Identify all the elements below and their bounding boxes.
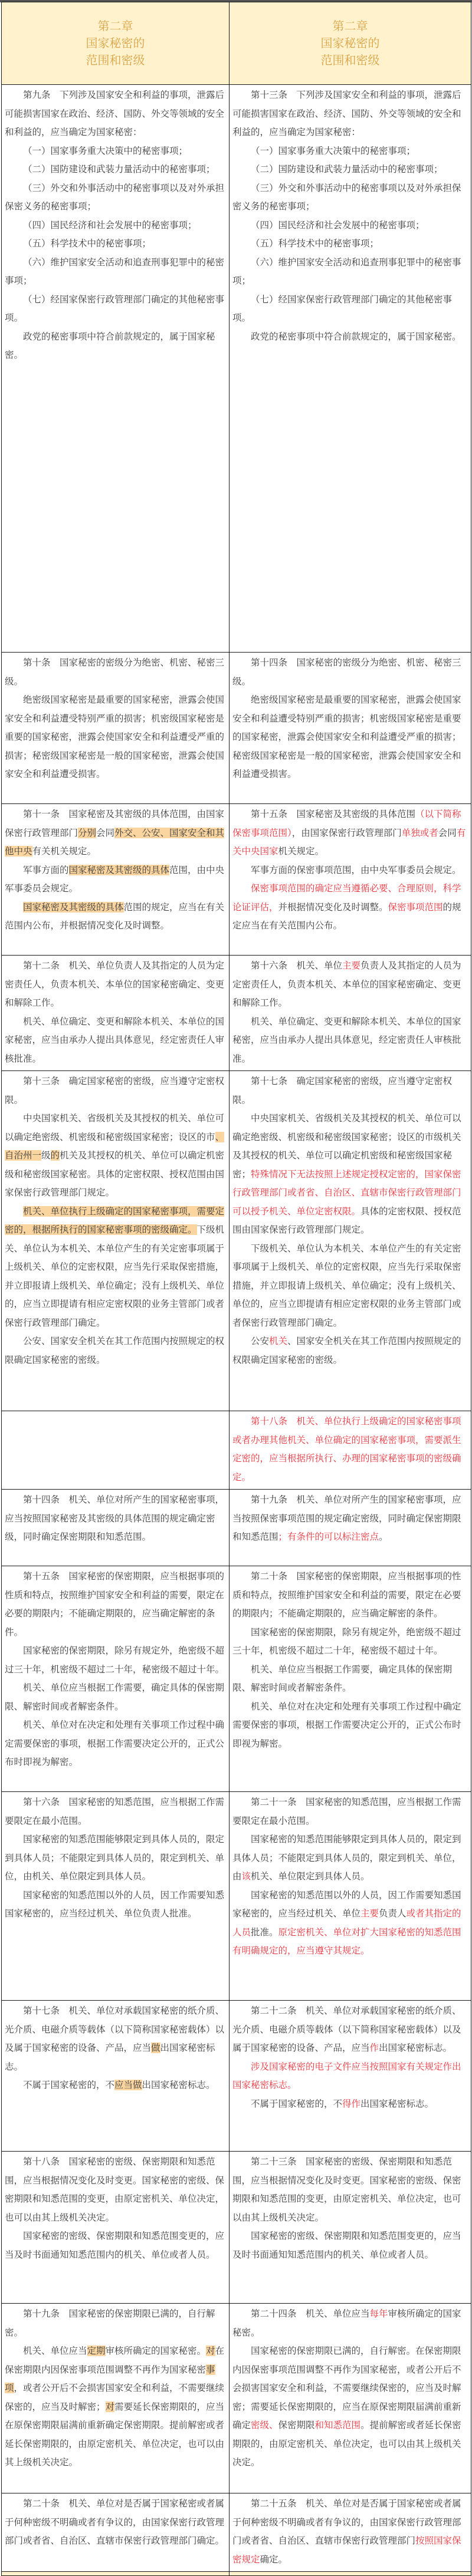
article-row [2,2493,471,2572]
new-law-cell [230,956,471,1071]
article-clause [232,2002,469,2058]
text-segment: 国家秘密的知悉范围以外的人员，因工作需要知悉国家秘密的，应当经过机关、单位 [232,1889,461,1919]
article-row [2,956,471,1071]
old-law-cell [2,1411,230,1490]
article-paragraph: （七）经国家保密行政管理部门确定的其他秘密事项。 [5,294,225,323]
new-law-cell [230,85,471,653]
added-text: 该 [241,1871,251,1882]
text-segment: 负责人及其指定的人员为定密责任人，负责本机关、本单位的国家秘密确定、变更和解除工作。 [232,960,461,1008]
added-text: 得作 [342,2098,361,2109]
deleted-text-highlight: 的 [50,1150,60,1161]
text-segment: 范围的规定，应当在有关范围内公布，并根据情况变化及时调整。 [5,901,225,931]
added-text: 第十八条 机关、单位执行上级确定的国家秘密事项或者办理其他机关、单位确定的国家秘密事项，需要派生定密的，应当根据所执行、办理的国家秘密事项的密级确定。 [232,1416,461,1483]
article-paragraph [5,1332,227,1369]
article-row [2,804,471,956]
article-paragraph [5,898,227,935]
text-segment: 第二十条 机关、单位对是否属于国家秘密或者属于何种密级不明确或者有争议的，由国家保密行政管理部门或者省、自治区、直辖市保密行政管理部门确定。 [5,2498,225,2546]
new-chapter-title-line1: 国家秘密的 [320,36,380,50]
article-paragraph: 机关、单位确定、变更和解除本机关、本单位的国家秘密，应当由承办人提出具体意见，经定密责任人审核批准。 [5,1016,225,1064]
text-segment: 第二十二条 机关、单位对承载国家秘密的纸介质、光介质、电磁介质等载体（以下简称国家秘密载体）以及属于国家秘密的设备、产品，应当 [232,2005,461,2053]
added-text: 按照国家保密规定 [232,2535,461,2565]
text-segment: 公安 [251,1336,270,1346]
text-segment: 第二十五条 机关、单位对是否属于国家秘密或者属于何种密级不明确或者有争议的，由国家保密行政管理部门或者省、自治区、直辖市保密行政管理部门 [232,2498,461,2546]
deleted-text-highlight: 对 [206,2346,215,2356]
new-law-cell [230,1566,471,1792]
old-law-cell [2,1490,230,1566]
text-segment: 负责人 [379,1908,407,1919]
text-segment: 、国家安全机关在其工作范围内按照规定的权限确定国家秘密的密级。 [232,1336,461,1365]
text-segment: 出国家秘密标志。 [142,2080,215,2090]
article-row [2,1411,471,1490]
text-segment: 第十四条 机关、单位对所产生的国家秘密事项，应当按照国家秘密及其密级的具体范围的规定确定密级，同时确定保密期限和知悉范围。 [5,1494,225,1542]
text-segment: 确定。 [260,2554,288,2565]
old-law-cell [2,2304,230,2493]
law-comparison-table [1,2,471,2576]
text-segment: 国家秘密的保密期限已满的，自行解密。在保密期限内因保密事项范围调整不再作为国家秘密，或者公开后不会损害国家安全和利益，不需要继续保密的，应当及时解密；需要延长保密期限的，应当在原保密期限届满前重新确定 [232,2346,461,2430]
old-law-cell [2,2001,230,2152]
article-paragraph [5,1109,227,1203]
new-law-cell [230,2304,471,2493]
text-segment: 第十七条 机关、单位对承载国家秘密的纸介质、光介质、电磁介质等载体（以下简称国家秘密载体）以及属于国家秘密的设备、产品，应当 [5,2005,225,2053]
article-paragraph: （一）国家事务重大决策中的秘密事项； [23,145,188,156]
text-segment: 第十六条 国家秘密的知悉范围，应当根据工作需要限定在最小范围。 [5,1797,225,1826]
new-law-cell [230,653,471,804]
deleted-text-highlight: 应当做 [114,2080,142,2090]
added-text: 主要 [342,960,361,971]
text-segment: 军事方面的 [23,864,69,875]
text-segment: 下级机关、单位认为本机关、本单位产生的有关定密事项属于上级机关、单位的定密权限，应当先行采取保密措施，并立即报请上级机关、单位确定；没有上级机关、单位的，应当立即提请有相应定密权限的业务主管部门或者保密行政管理部门确定。 [5,1224,225,1328]
article-clause [232,1072,469,1109]
article-paragraph [232,2095,469,2114]
text-segment: 不属于国家秘密的，不 [251,2098,343,2109]
text-segment: 第十七条 确定国家秘密的密级，应当遵守定密权限。 [232,1076,453,1105]
article-paragraph: （一）国家事务重大决策中的秘密事项； [251,145,416,156]
text-segment: 机关规定。 [278,846,324,857]
article-paragraph: 绝密级国家秘密是最重要的国家秘密，泄露会使国家安全和利益遭受特别严重的损害；机密级国家秘密是重要的国家秘密，泄露会使国家安全和利益遭受严重的损害；秘密级国家秘密是一般的国家秘密，泄露会使国家安全和利益遭受损害。 [232,694,461,779]
text-segment: 中央国家机关、省级机关及其授权的机关、单位可以确定绝密级、机密级和秘密级国家秘密；设区的市 [5,1113,225,1142]
added-text: 保密事项范围的确定应当遵循必要、合理原则，科学论证评估， [232,883,461,913]
deleted-text-highlight: 做 [151,2043,160,2053]
text-segment: 审核所确定的国家秘密。 [232,2308,461,2338]
text-segment: 级 [41,1150,51,1161]
article-paragraph [232,2342,469,2472]
added-text: 和知悉范围 [314,2420,361,2430]
old-law-cell [2,1566,230,1792]
deleted-text-highlight: 定期 [87,2346,106,2356]
old-law-cell [2,2493,230,2572]
text-segment: ，由国家保密行政管理部门 [291,827,402,838]
article-clause: 第二十条 国家秘密的保密期限，应当根据事项的性质和特点，按照维护国家安全和利益的需要，限定在必要的期限内；不能确定期限的，应当确定解密的条件。 [232,1571,461,1619]
text-segment: 国家秘密的知悉范围以外的人员，因工作需要知悉国家秘密的，应当经过机关、单位负责人批准。 [5,1889,225,1919]
added-text: 保密事项范围 [388,901,443,913]
article-clause: 第二十三条 国家秘密的密级、保密期限和知悉范围，应当根据情况变化及时变更。国家秘密的密级、保密期限和知悉范围的变更，由原定密机关、单位决定，也可以由其上级机关决定。 [232,2156,461,2223]
article-paragraph [232,1240,469,1333]
text-segment: 机关及其授权的机关、单位可以确定机密级和秘密级国家秘密。具体的定密权限、授权范围由国家保密行政管理部门规定。 [5,1150,225,1198]
text-segment: 在保密期限内因保密事项范围调整不再作为国家秘密 [5,2346,225,2375]
deleted-text-highlight: 事项 [5,2364,215,2393]
article-paragraph [232,861,469,880]
old-next-header-cell [2,2572,230,2576]
new-law-cell [230,2001,471,2152]
added-text: 单独或者 [401,827,438,838]
new-chapter-title-line2: 范围和密级 [320,53,380,67]
text-segment: 第二十四条 机关、单位应当 [251,2308,370,2319]
added-text: 机关 [269,1336,288,1346]
article-clause: 第十条 国家秘密的密级分为绝密、机密、秘密三级。 [5,657,225,687]
article-clause: 第十五条 国家秘密的保密期限，应当根据事项的性质和特点，按照维护国家安全和利益的需要，限定在必要的期限内；不能确定期限的，应当确定解密的条件。 [5,1571,225,1638]
text-segment: 第十九条 机关、单位对所产生的国家秘密事项，应当按照保密事项范围的规定确定密级，同时确定保密期限和知悉范围 [232,1494,461,1542]
text-segment: 。 [379,1531,388,1542]
chapter-header-row [2,2,471,85]
old-law-cell [2,2152,230,2304]
old-law-cell [2,1071,230,1411]
article-paragraph: （七）经国家保密行政管理部门确定的其他秘密事项。 [232,294,453,323]
article-clause [5,805,227,861]
old-chapter-title-line1: 国家秘密的 [86,36,145,50]
old-chapter-number: 第二章 [97,19,133,33]
text-segment: 机关、单位限定到具体人员。 [251,1871,370,1882]
text-segment: 。提前解密或者延长保密期限的，由原定密机关、单位决定，也可以由其上级机关决定。 [232,2420,461,2468]
article-paragraph: （六）维护国家安全活动和追查刑事犯罪中的秘密事项； [232,256,461,286]
article-clause: 第十八条 国家秘密的密级、保密期限和知悉范围，应当根据情况变化及时变更。国家秘密的密级、保密期限和知悉范围的变更，由原定密机关、单位决定，也可以由其上级机关决定。 [5,2156,225,2223]
added-text: 或者其指定的人员 [232,1908,461,1938]
article-paragraph: 政党的秘密事项中符合前款规定的，属于国家秘密。 [251,331,461,342]
new-law-cell [230,2493,471,2572]
article-paragraph [5,1830,227,1886]
text-segment: 会同 [438,827,457,838]
article-paragraph [232,1332,469,1369]
text-segment: 中央国家机关、省级机关及其授权的机关、单位可以确定绝密级、机密级和秘密级国家秘密；设区的市级机关及其授权的机关、单位可以确定机密级和秘密级国家秘密； [232,1113,461,1180]
text-segment: 范围，由中央军事委员会规定。 [5,864,225,894]
added-text: 涉及国家秘密的电子文件应当按照国家有关规定作出国家秘密标志。 [232,2061,461,2090]
old-law-cell [2,804,230,956]
deleted-text-highlight: 外交、公安、国家安全和其他中央 [5,827,225,857]
article-clause [5,1491,227,1547]
article-paragraph: （二）国防建设和武装力量活动中的秘密事项； [23,164,215,174]
article-row [2,2152,471,2304]
text-segment: 军事方面的保密事项范围，由中央军事委员会规定。 [251,864,461,875]
article-paragraph [232,1830,469,1886]
text-segment: 有关机关规定。 [32,846,97,857]
article-row [2,1071,471,1411]
old-chapter-header [2,2,230,85]
article-paragraph: （三）外交和外事活动中的秘密事项以及对外承担保密义务的秘密事项； [232,182,461,212]
old-chapter-title-line2: 范围和密级 [86,53,145,67]
article-clause: 第九条 下列涉及国家安全和利益的事项，泄露后可能损害国家在政治、经济、国防、外交等领域的安全和利益的，应当确定为国家秘密： [5,90,225,137]
article-row [2,2001,471,2152]
text-segment: 不属于国家秘密的，不 [23,2080,115,2090]
article-row [2,1792,471,2001]
deleted-text-highlight: 对 [105,2401,115,2412]
article-paragraph [232,879,469,935]
article-paragraph: 机关、单位对在决定和处理有关事项工作过程中确定需要保密的事项，根据工作需要决定公开的，正式公布时即视为解密。 [232,1701,461,1749]
article-paragraph [232,1109,469,1240]
text-segment: 国家秘密的知悉范围能够限定到具体人员的，限定到具体人员；不能限定到具体人员的，限定到机关、单位，由机关、单位限定到具体人员。 [5,1834,225,1882]
deleted-text-highlight: 、自治州一 [5,1131,225,1161]
text-segment: 审核所确定的国家秘密。 [105,2346,206,2356]
text-segment: 公安、国家安全机关在其工作范围内按照规定的权限确定国家秘密的密级。 [5,1336,225,1365]
article-paragraph [5,861,227,898]
article-clause [5,2495,227,2551]
new-law-cell [230,1490,471,1566]
new-chapter-number: 第二章 [332,19,368,33]
next-header-strip [2,2572,471,2576]
text-segment: 具体的定密权限、授权范围由国家保密行政管理部门规定。 [232,1205,461,1235]
article-paragraph: （五）科学技术中的秘密事项； [23,238,152,249]
new-law-cell [230,1792,471,2001]
added-text: 有关中央国家 [232,827,466,857]
old-law-cell [2,956,230,1071]
new-chapter-header [230,2,471,85]
new-law-cell [230,1411,471,1490]
text-segment: 保密期限 [278,2420,315,2430]
article-paragraph [5,2076,227,2095]
article-row [2,653,471,804]
article-paragraph [232,1013,469,1069]
article-paragraph: （二）国防建设和武装力量活动中的秘密事项； [251,164,443,174]
added-text: 密级、 [251,2420,278,2430]
article-paragraph [232,1886,469,1961]
old-law-cell [2,653,230,804]
article-clause [232,957,469,1013]
text-segment: 出国家秘密标志。 [360,2098,434,2109]
added-text: 作 [369,2043,379,2053]
new-next-header-cell [230,2572,471,2576]
article-paragraph: （四）国民经济和社会发展中的秘密事项； [251,219,425,230]
article-paragraph [5,2342,227,2472]
article-paragraph [5,1886,227,1923]
article-paragraph [5,1203,227,1333]
article-paragraph: （五）科学技术中的秘密事项； [251,238,379,249]
article-clause [232,805,469,861]
text-segment: 的规定应当在有关范围内公布。 [232,901,461,931]
added-text: 特殊情况下无法按照上述规定授权定密的，国家保密行政管理部门或者省、自治区、直辖市保密行政管理部门可以授予机关、单位定密权限。 [232,1168,461,1217]
text-segment: 第十一条 国家秘密及其密级的具体范围，由国家保密行政管理部门 [5,809,225,838]
article-clause [232,2495,469,2569]
new-law-cell [230,804,471,956]
article-clause [5,1793,227,1830]
text-segment: 批准。 [251,1926,278,1938]
text-segment: 第二十一条 国家秘密的知悉范围，应当根据工作需要限定在最小范围。 [232,1797,461,1826]
text-segment: 出国家秘密标志。 [5,2043,215,2072]
text-segment: 第十九条 国家秘密的保密期限已满的，自行解密。 [5,2308,215,2338]
article-paragraph: （四）国民经济和社会发展中的秘密事项； [23,219,197,230]
added-text: 每年 [369,2308,388,2319]
article-clause: 第十二条 机关、单位负责人及其指定的人员为定密责任人，负责本机关、本单位的国家秘密确定、变更和解除工作。 [5,960,225,1008]
deleted-text-highlight: 国家秘密及其密级的具体 [23,901,124,913]
article-paragraph: 政党的秘密事项中符合前款规定的，属于国家秘密。 [5,331,215,360]
text-segment: 第十五条 国家秘密及其密级的具体范围 [251,809,416,819]
deleted-text-highlight: 国家秘密及其密级的具体 [68,864,170,875]
article-paragraph: 机关、单位应当根据工作需要，确定具体的保密期限、解密时间或者解密条件。 [5,1682,225,1712]
article-clause [232,2305,469,2342]
new-law-cell [230,2152,471,2304]
added-text: 原定密机关、单位对扩大国家秘密的知悉范围有明确规定的，应当遵守其规定。 [232,1926,461,1956]
text-segment: 机关、单位确定、变更和解除本机关、本单位的国家秘密，应当由承办人提出具体意见，经定密责任人审核批准。 [232,1016,461,1064]
added-text: （以下简称保密事项范围） [232,809,461,838]
article-row [2,1490,471,1566]
article-clause [232,1491,469,1547]
article-paragraph: 国家秘密的密级、保密期限和知悉范围变更的，应当及时书面通知知悉范围内的机关、单位或者人员。 [5,2231,225,2260]
article-clause: 第十三条 下列涉及国家安全和利益的事项，泄露后可能损害国家在政治、经济、国防、外交等领域的安全和利益的，应当确定为国家秘密： [232,90,461,137]
article-clause [232,1793,469,1830]
text-segment: 需要延长保密期限的，应当在原保密期限届满前重新确定保密期限。提前解密或者延长保密期限的，由原定密机关、单位决定，也可以由其上级机关决定。 [5,2401,225,2468]
article-paragraph: 国家秘密的保密期限，除另有规定外，绝密级不超过三十年，机密级不超过二十年，秘密级不超过十年。 [232,1626,461,1656]
text-segment: 机关、单位应当 [23,2346,87,2356]
article-clause [232,1412,469,1487]
text-segment: 出国家秘密标志。 [379,2043,453,2053]
deleted-text-highlight: 分别 [78,827,97,838]
text-segment: 下级机关、单位认为本机关、本单位产生的有关定密事项属于上级机关、单位的定密权限，应当先行采取保密措施，并立即报请上级机关、单位确定；没有上级机关、单位的，应当立即提请有相应定密权限的业务主管部门或者保密行政管理部门确定。 [232,1243,461,1328]
added-text: ；有条件的可以标注密点 [278,1531,379,1542]
added-text: 主要 [360,1908,379,1919]
article-paragraph: 绝密级国家秘密是最重要的国家秘密，泄露会使国家安全和利益遭受特别严重的损害；机密级国家秘密是重要的国家秘密，泄露会使国家安全和利益遭受严重的损害；秘密级国家秘密是一般的国家秘密，泄露会使国家安全和利益遭受损害。 [5,694,225,779]
article-paragraph [232,2058,469,2095]
article-clause: 第十四条 国家秘密的密级分为绝密、机密、秘密三级。 [232,657,461,687]
article-row [2,2304,471,2493]
text-segment: 会同 [96,827,115,838]
article-row [2,85,471,653]
text-segment: 并根据情况变化及时调整。 [278,901,388,913]
article-clause [5,1072,227,1109]
new-law-cell [230,1071,471,1411]
text-segment: ，或者公开后不会损害国家安全和利益，不需要继续保密的，应当及时解密； [5,2383,225,2412]
old-law-cell [2,1792,230,2001]
article-paragraph: 国家秘密的密级、保密期限和知悉范围变更的，应当及时书面通知知悉范围内的机关、单位或者人员。 [232,2231,461,2260]
article-paragraph: 机关、单位对在决定和处理有关事项工作过程中确定需要保密的事项，根据工作需要决定公开的，正式公布时即视为解密。 [5,1719,225,1767]
text-segment: 第十三条 确定国家秘密的密级，应当遵守定密权限。 [5,1076,225,1105]
article-paragraph: 国家秘密的保密期限，除另有规定外，绝密级不超过三十年，机密级不超过二十年，秘密级不超过十年。 [5,1645,225,1675]
article-clause [5,2305,227,2342]
deleted-text-highlight: 机关、单位执行上级确定的国家秘密事项，需要定密的，根据所执行的国家秘密事项的密级确定。 [5,1205,225,1235]
old-law-cell [2,85,230,653]
article-paragraph: （六）维护国家安全活动和追查刑事犯罪中的秘密事项； [5,256,225,286]
text-segment: 第十六条 机关、单位 [251,960,343,971]
text-segment: 国家秘密的知悉范围能够限定到具体人员的，限定到具体人员；不能限定到具体人员的，限定到机关、单位，由 [232,1834,461,1882]
article-clause [5,2002,227,2076]
article-paragraph: 机关、单位应当根据工作需要，确定具体的保密期限、解密时间或者解密条件。 [232,1663,453,1693]
article-paragraph: （三）外交和外事活动中的秘密事项以及对外承担保密义务的秘密事项； [5,182,225,212]
article-row [2,1566,471,1792]
